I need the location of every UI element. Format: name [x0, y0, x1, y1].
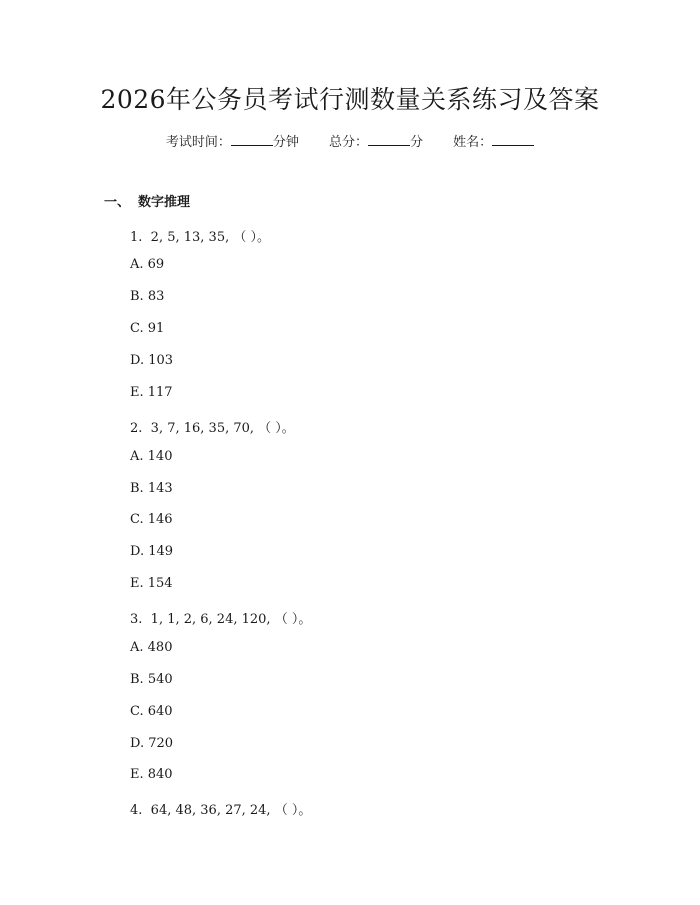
name-field	[453, 131, 534, 150]
answer-option: A. 480	[130, 640, 173, 655]
answer-option: C. 146	[130, 512, 173, 527]
answer-option: E. 840	[130, 767, 173, 782]
section-heading	[104, 191, 190, 210]
answer-option: D. 720	[130, 736, 174, 751]
answer-option: B. 83	[130, 289, 165, 304]
total-score-label: 总分：	[328, 135, 368, 150]
answer-option: C. 640	[130, 704, 173, 719]
section-title: 数字推理	[138, 195, 191, 210]
exam-info-bar	[0, 131, 700, 150]
answer-option: A. 69	[130, 257, 165, 272]
exam-time-label: 考试时间：	[165, 135, 231, 150]
exam-time-field	[166, 131, 299, 150]
answer-option: D. 149	[130, 544, 174, 559]
answer-option: C. 91	[130, 321, 165, 336]
exam-time-unit: 分钟	[272, 135, 299, 150]
page-title: 2026年公务员考试行测数量关系练习及答案	[100, 85, 600, 114]
exam-time-blank	[231, 134, 273, 146]
answer-option: E. 154	[130, 576, 173, 591]
answer-option: D. 103	[130, 353, 174, 368]
name-label: 姓名：	[453, 135, 493, 150]
total-score-unit: 分	[410, 135, 424, 150]
answer-option: E. 117	[130, 385, 173, 400]
name-blank	[492, 134, 534, 146]
question-stem: 4. 64, 48, 36, 27, 24, （ ）。	[130, 803, 312, 818]
answer-option: B. 143	[130, 481, 173, 496]
question-stem: 3. 1, 1, 2, 6, 24, 120, （ ）。	[130, 612, 312, 627]
section-number: 一、	[104, 195, 131, 210]
total-score-blank	[368, 134, 410, 146]
answer-option: B. 540	[130, 672, 173, 687]
question-stem: 1. 2, 5, 13, 35, （ ）。	[130, 230, 270, 245]
total-score-field	[329, 131, 423, 150]
question-stem: 2. 3, 7, 16, 35, 70, （ ）。	[130, 421, 295, 436]
answer-option: A. 140	[130, 449, 173, 464]
